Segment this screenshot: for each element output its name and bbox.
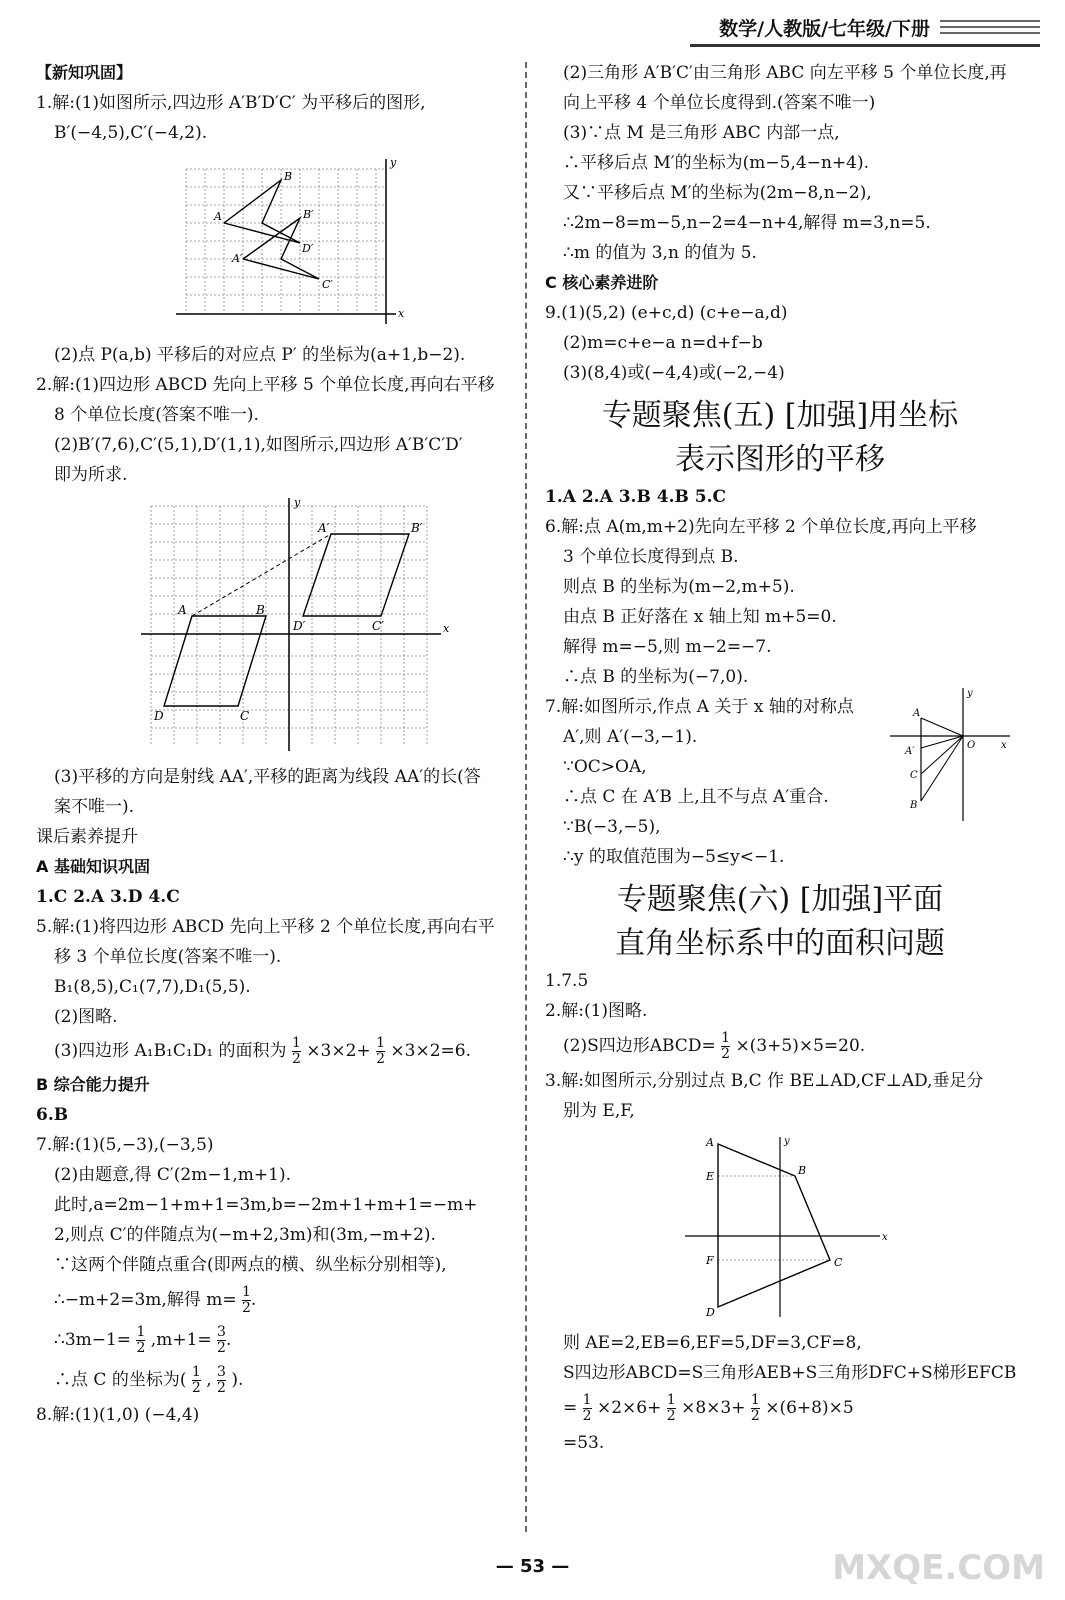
answer-line: 此时,a=2m−1+m+1=3m,b=−2m+1+m+1=−m+ xyxy=(54,1195,478,1215)
fraction: $\frac{1}{2}$ xyxy=(376,1035,385,1067)
fraction: $\frac{1}{2}$ xyxy=(291,1035,301,1067)
label-B-prime: B′ xyxy=(411,521,423,535)
answer-line: A′,则 A′(−3,−1). xyxy=(563,727,698,747)
answer-line: ∴m 的值为 3,n 的值为 5. xyxy=(563,243,757,263)
label-D: D xyxy=(154,709,164,723)
answer-line: B′(−4,5),C′(−4,2). xyxy=(54,123,208,143)
answer-line: 7.解:(1)(5,−3),(−3,5) xyxy=(36,1135,214,1155)
axis-y-label: y xyxy=(390,156,397,169)
axis-y-label: y xyxy=(967,688,973,699)
label-A: A xyxy=(178,603,187,617)
figure-4-quadrilateral xyxy=(680,1132,900,1322)
answer-line: ∵OC>OA, xyxy=(563,757,647,777)
answer-line: ∴平移后点 M′的坐标为(m−5,4−n+4). xyxy=(563,153,869,173)
answer-line: 解得 m=−5,则 m−2=−7. xyxy=(563,637,772,657)
answer-line: ∴点 C 的坐标为( $\frac{1}{2}$ , $\frac{3}{2}$ ). xyxy=(54,1364,244,1396)
answer-line: 7.解:如图所示,作点 A 关于 x 轴的对称点 xyxy=(545,697,854,717)
answer-line: 由点 B 正好落在 x 轴上知 m+5=0. xyxy=(563,607,837,627)
label-D-prime: D′ xyxy=(302,242,314,255)
answer-line: ∵B(−3,−5), xyxy=(563,817,661,837)
label-C-prime: C′ xyxy=(322,278,333,291)
label-B-prime: B′ xyxy=(303,208,314,221)
answer-line: 9.(1)(5,2) (e+c,d) (c+e−a,d) xyxy=(545,303,788,323)
answer-line: ∴y 的取值范围为−5≤y<−1. xyxy=(563,847,785,867)
answer-line: 案不唯一). xyxy=(54,797,135,817)
axis-y-label: y xyxy=(784,1136,790,1147)
label-B: B xyxy=(256,603,265,617)
answer-line: 1.A 2.A 3.B 4.B 5.C xyxy=(545,487,727,507)
label-B: B xyxy=(284,170,293,183)
fraction: $\frac{1}{2}$ xyxy=(242,1284,251,1316)
answer-line: 3.解:如图所示,分别过点 B,C 作 BE⊥AD,CF⊥AD,垂足分 xyxy=(545,1071,984,1091)
answer-line: ∴点 B 的坐标为(−7,0). xyxy=(563,667,749,687)
label-F: F xyxy=(706,1254,714,1267)
header-rule xyxy=(690,44,1040,47)
answer-line: (2)S四边形ABCD= $\frac{1}{2}$ ×(3+5)×5=20. xyxy=(563,1030,866,1062)
right-column xyxy=(545,58,1015,1458)
label-O: O xyxy=(967,740,976,751)
answer-line: ∴3m−1= $\frac{1}{2}$ ,m+1= $\frac{3}{2}$ . xyxy=(54,1324,232,1356)
answer-line: 2,则点 C′的伴随点为(−m+2,3m)和(3m,−m+2). xyxy=(54,1225,436,1245)
answer-line: 则 AE=2,EB=6,EF=5,DF=3,CF=8, xyxy=(563,1333,862,1353)
answer-line: (3)平移的方向是射线 AA′,平移的距离为线段 AA′的长(答 xyxy=(54,767,481,787)
answer-line: 向上平移 4 个单位长度得到.(答案不唯一) xyxy=(563,93,876,113)
fraction: $\frac{1}{2}$ xyxy=(191,1364,201,1396)
label-A: A xyxy=(706,1136,714,1149)
header-decoration xyxy=(940,20,1040,38)
answer-line: (2)B′(7,6),C′(5,1),D′(1,1),如图所示,四边形 A′B′C′D′ xyxy=(54,435,463,455)
answer-line: (3)四边形 A₁B₁C₁D₁ 的面积为 $\frac{1}{2}$ ×3×2+ $\frac{1}{2}$ ×3×2=6. xyxy=(54,1035,471,1067)
axis-x-label: x xyxy=(443,622,450,635)
label-B: B xyxy=(910,800,918,811)
answer-line: 5.解:(1)将四边形 ABCD 先向上平移 2 个单位长度,再向右平 xyxy=(36,917,495,937)
label-B: B xyxy=(798,1164,807,1177)
label-D: D xyxy=(706,1306,715,1319)
label-E: E xyxy=(706,1170,715,1183)
figure-2-grid xyxy=(96,496,536,756)
answer-line: 移 3 个单位长度(答案不唯一). xyxy=(54,947,282,967)
answer-line: (2)图略. xyxy=(54,1007,118,1027)
page-header xyxy=(700,8,1040,46)
answer-line: 3 个单位长度得到点 B. xyxy=(563,547,739,567)
label-A-prime: A′ xyxy=(232,252,243,265)
header-title: 数学/人教版/七年级/下册 xyxy=(719,18,930,40)
answer-line: 2.解:(1)图略. xyxy=(545,1001,648,1021)
page-number: — 53 — xyxy=(495,1556,570,1577)
answer-line: 1.7.5 xyxy=(545,971,589,991)
label-C: C xyxy=(910,770,918,781)
answer-line: 8.解:(1)(1,0) (−4,4) xyxy=(36,1405,200,1425)
answer-line: 则点 B 的坐标为(m−2,m+5). xyxy=(563,577,795,597)
axis-x-label: x xyxy=(1001,740,1007,751)
figure-1-grid xyxy=(136,154,536,334)
fraction: $\frac{3}{2}$ xyxy=(217,1364,226,1396)
answer-line: 即为所求. xyxy=(54,465,128,485)
topic-title: 专题聚焦(五) [加强]用坐标 表示图形的平移 xyxy=(601,398,959,477)
answer-line: B₁(8,5),C₁(7,7),D₁(5,5). xyxy=(54,977,251,997)
left-column xyxy=(36,58,516,1430)
axis-y-label: y xyxy=(294,496,301,509)
section-title: B 综合能力提升 xyxy=(36,1075,150,1094)
answer-line: (2)三角形 A′B′C′由三角形 ABC 向左平移 5 个单位长度,再 xyxy=(563,63,1007,83)
answer-line: 别为 E,F, xyxy=(563,1101,635,1121)
answer-line: ∴2m−8=m−5,n−2=4−n+4,解得 m=3,n=5. xyxy=(563,213,931,233)
label-A: A xyxy=(913,708,921,719)
label-A-prime: A′ xyxy=(905,746,915,757)
label-A: A xyxy=(214,210,222,223)
answer-line: (3)(8,4)或(−4,4)或(−2,−4) xyxy=(563,363,785,383)
section-title: C 核心素养进阶 xyxy=(545,273,659,292)
answer-line: ∵这两个伴随点重合(即两点的横、纵坐标分别相等), xyxy=(54,1255,447,1275)
answer-line: = $\frac{1}{2}$ ×2×6+ $\frac{1}{2}$ ×8×3+ $\frac{1}{2}$ ×(6+8)×5 xyxy=(563,1392,854,1424)
answer-line: 6.解:点 A(m,m+2)先向左平移 2 个单位长度,再向上平移 xyxy=(545,517,977,537)
label-C-prime: C′ xyxy=(372,619,384,633)
answer-line: 6.B xyxy=(36,1105,69,1125)
answer-line: S四边形ABCD=S三角形AEB+S三角形DFC+S梯形EFCB xyxy=(563,1363,1017,1383)
answer-line: ∴−m+2=3m,解得 m= $\frac{1}{2}$ . xyxy=(54,1284,257,1316)
answer-line: (2)由题意,得 C′(2m−1,m+1). xyxy=(54,1165,292,1185)
answer-line: 8 个单位长度(答案不唯一). xyxy=(54,405,259,425)
answer-line: 1.解:(1)如图所示,四边形 A′B′D′C′ 为平移后的图形, xyxy=(36,93,426,113)
label-C: C xyxy=(834,1256,843,1269)
section-title: A 基础知识巩固 xyxy=(36,857,150,876)
fraction: $\frac{1}{2}$ xyxy=(750,1392,760,1424)
section-title: 课后素养提升 xyxy=(36,827,138,847)
axis-x-label: x xyxy=(882,1232,888,1243)
fraction: $\frac{1}{2}$ xyxy=(136,1324,146,1356)
answer-line: 又∵平移后点 M′的坐标为(2m−8,n−2), xyxy=(563,183,872,203)
answer-line: 1.C 2.A 3.D 4.C xyxy=(36,887,180,907)
answer-line: ∴点 C 在 A′B 上,且不与点 A′重合. xyxy=(563,787,829,807)
label-A-prime: A′ xyxy=(318,521,330,535)
label-D-prime: D′ xyxy=(293,619,306,633)
axis-x-label: x xyxy=(398,307,405,320)
topic-title: 专题聚焦(六) [加强]平面 直角坐标系中的面积问题 xyxy=(615,882,945,961)
answer-line: =53. xyxy=(563,1433,605,1453)
answer-line: 2.解:(1)四边形 ABCD 先向上平移 5 个单位长度,再向右平移 xyxy=(36,375,495,395)
fraction: $\frac{1}{2}$ xyxy=(666,1392,676,1424)
figure-3-axes xyxy=(885,686,1015,826)
fraction: $\frac{1}{2}$ xyxy=(721,1030,731,1062)
fraction: $\frac{3}{2}$ xyxy=(217,1324,226,1356)
q7-block xyxy=(545,688,1015,872)
answer-line: (2)点 P(a,b) 平移后的对应点 P′ 的坐标为(a+1,b−2). xyxy=(54,345,466,365)
watermark: MXQE.COM xyxy=(832,1548,1045,1588)
section-title: 【新知巩固】 xyxy=(36,63,133,82)
fraction: $\frac{1}{2}$ xyxy=(582,1392,592,1424)
label-C: C xyxy=(240,709,250,723)
answer-line: (3)∵点 M 是三角形 ABC 内部一点, xyxy=(563,123,840,143)
answer-line: (2)m=c+e−a n=d+f−b xyxy=(563,333,763,353)
